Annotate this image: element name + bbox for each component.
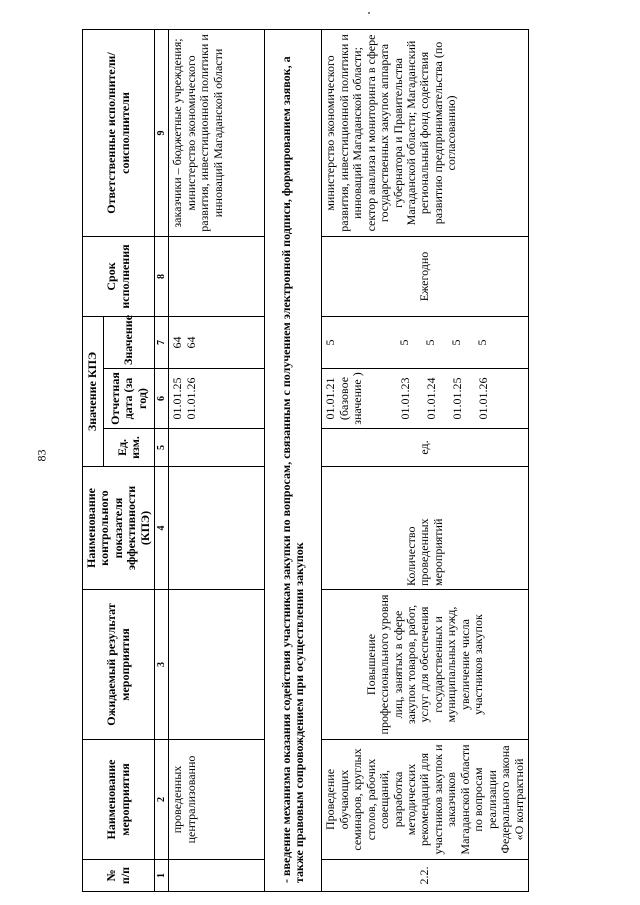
date-value: 01.01.26 [183, 377, 198, 420]
col-number: 8 [155, 237, 169, 317]
header-kpi-name: Наименование контрольного показателя эффективности (КПЭ) [83, 467, 155, 590]
kpi-value: 64 [183, 336, 198, 349]
kpi-value: 64 [170, 336, 185, 349]
cell-empty [169, 860, 265, 892]
date-value: 01.01.25 [170, 377, 185, 420]
header-responsible: Ответственные исполнители/ соисполнители [83, 30, 155, 237]
header-value: Значение [103, 317, 154, 369]
cell-values [169, 317, 265, 369]
cell-dates [322, 369, 529, 429]
cell-empty [169, 237, 265, 317]
cell-dates [169, 369, 265, 429]
kpi-value: 5 [475, 339, 490, 346]
cell-unit: ед. [322, 429, 529, 467]
col-number: 6 [155, 369, 169, 429]
col-number: 2 [155, 740, 169, 860]
kpi-value: 5 [323, 339, 338, 346]
cell-number: 2.2. [322, 860, 529, 892]
col-number: 7 [155, 317, 169, 369]
cell-empty [169, 467, 265, 590]
section-row [265, 30, 322, 892]
col-number: 1 [155, 860, 169, 892]
date-value: 01.01.24 [424, 377, 439, 420]
kpi-value: 5 [423, 339, 438, 346]
cell-kpi-name: Количество проведенных мероприятий [322, 467, 529, 590]
header-term: Срок исполнения [83, 237, 155, 317]
header-kpi-group: Значение КПЭ [83, 317, 104, 467]
col-number: 5 [155, 429, 169, 467]
cell-empty [169, 590, 265, 740]
date-value: 01.01.25 [450, 377, 465, 420]
kpi-table [82, 29, 529, 892]
cell-responsible: министерство экономического развития, инвестиционной политики и инноваций Магаданской области; сектор анализа и мониторинга в сфере государственных закупок аппарата губернатора и Правительства Магаданской области; Магаданский региональный фонд содействия развитию предпринимательства (по согласованию) [322, 30, 529, 237]
col-number: 3 [155, 590, 169, 740]
date-value: 01.01.21 (базовое значение ) [323, 372, 365, 425]
table-row-prev [169, 30, 265, 892]
col-number: 9 [155, 30, 169, 237]
cell-activity: проведенных централизованно [169, 740, 265, 860]
cell-term: Ежегодно [322, 237, 529, 317]
table-row-2-2 [322, 30, 529, 892]
cell-responsible: заказчики – бюджетные учреждения; министерство экономического развития, инвестиционной политики и инноваций Магаданской области [169, 30, 265, 237]
header-number: № п/п [83, 860, 155, 892]
kpi-value: 5 [397, 339, 412, 346]
section-title: - введение механизма оказания содействия участникам закупки по вопросам, связанным с получением электронной подписи, формированием заявок, а также правовым сопровождением при осуществлении закупок [265, 30, 322, 892]
header-row-1 [83, 30, 104, 892]
column-number-row [155, 30, 169, 892]
col-number: 4 [155, 467, 169, 590]
kpi-value: 5 [449, 339, 464, 346]
cell-result: Повышение профессионального уровня лиц, занятых в сфере закупок товаров, работ, услуг для обеспечения государственных и муниципальных нужд, увеличение числа участников закупок [322, 590, 529, 740]
cell-activity: Проведение обучающих семинаров, круглых столов, рабочих совещаний, разработка методических рекомендаций для участников закупок и заказчиков Магаданской области по вопросам реализации Федерального закона «О контрактной [322, 740, 529, 860]
rotated-table-container [82, 30, 614, 892]
cell-values [322, 317, 529, 369]
page-number: 83 [34, 449, 49, 462]
header-report-date: Отчетная дата (за год) [103, 369, 154, 429]
header-result: Ожидаемый результат мероприятия [83, 590, 155, 740]
cell-empty [169, 429, 265, 467]
date-value: 01.01.23 [398, 377, 413, 420]
header-unit: Ед. изм. [103, 429, 154, 467]
date-value: 01.01.26 [476, 377, 491, 420]
scan-dot [368, 12, 370, 14]
header-activity: Наименование мероприятия [83, 740, 155, 860]
